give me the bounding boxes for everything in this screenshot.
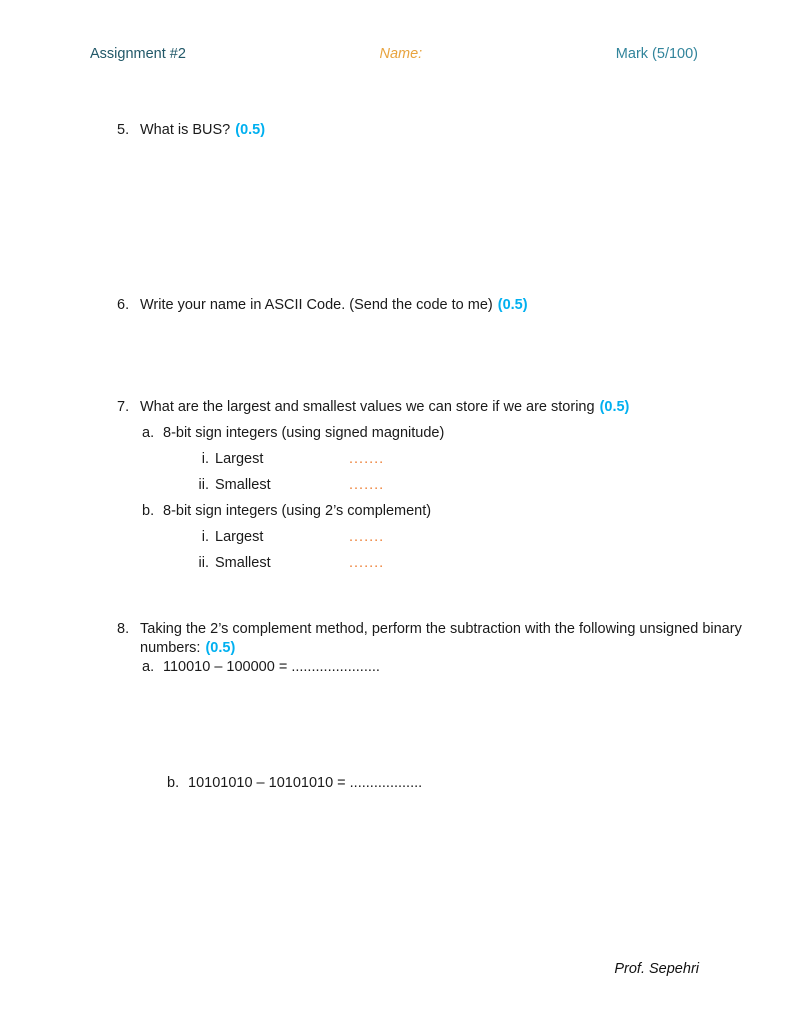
question-8a-answer-dots: ...................... [291,659,380,675]
question-7b-label: b. [142,503,155,519]
mark-total: Mark (5/100) [615,46,698,62]
question-7-line [117,399,629,425]
question-7b-ii-text: Smallest [215,555,271,571]
question-7b-i-text: Largest [215,529,264,545]
question-7b-text: 8-bit sign integers (using 2’s complement) [163,503,432,519]
question-7b-line [117,503,629,529]
question-5 [117,122,265,138]
question-8-line2 [117,639,742,658]
page-footer [614,961,699,977]
question-7a-i-label: i. [201,451,209,467]
question-7-text: What are the largest and smallest values we can store if we are storing [140,399,595,415]
question-8-number: 8. [117,621,130,637]
question-7a-ii-label: ii. [198,477,209,493]
question-8b [142,775,422,791]
question-7a-i-answer-dots: ....... [349,451,385,467]
question-8a-line [117,658,742,677]
page-header [90,46,698,62]
question-7a-i-line [117,451,629,477]
question-7-mark: (0.5) [599,399,630,415]
question-8a-expression: 110010 – 100000 = [163,659,288,675]
question-8-line1 [117,620,742,639]
question-7a-ii-line [117,477,629,503]
name-label: Name: [379,46,423,62]
question-8 [117,620,742,677]
question-7b-ii-line [117,555,629,581]
question-5-mark: (0.5) [235,122,266,138]
question-8-text-line2: numbers: [140,640,201,656]
question-7b-i-line [117,529,629,555]
question-7b-ii-answer-dots: ....... [349,555,385,571]
question-7a-text: 8-bit sign integers (using signed magnitude) [163,425,445,441]
question-7b-i-label: i. [201,529,209,545]
question-5-text: What is BUS? [140,122,231,138]
question-6 [117,297,528,313]
assignment-title: Assignment #2 [90,46,186,62]
question-7-number: 7. [117,399,130,415]
question-8b-expression: 10101010 – 10101010 = [188,775,346,791]
question-7a-i-text: Largest [215,451,264,467]
question-8-text-line1: Taking the 2’s complement method, perform the subtraction with the following unsigned binary [140,621,742,637]
question-8-mark: (0.5) [205,640,236,656]
question-7a-label: a. [142,425,155,441]
question-8b-line [142,775,422,791]
question-7 [117,399,629,581]
question-5-number: 5. [117,122,130,138]
question-6-number: 6. [117,297,130,313]
question-7b-i-answer-dots: ....... [349,529,385,545]
question-6-mark: (0.5) [497,297,528,313]
question-7b-ii-label: ii. [198,555,209,571]
question-8b-label: b. [167,775,180,791]
question-5-line [117,122,265,138]
question-7a-line [117,425,629,451]
question-6-text: Write your name in ASCII Code. (Send the code to me) [140,297,493,313]
question-7a-ii-answer-dots: ....... [349,477,385,493]
question-8b-answer-dots: .................. [349,775,423,791]
question-7a-ii-text: Smallest [215,477,271,493]
question-6-line [117,297,528,313]
question-8a-label: a. [142,659,155,675]
author-name: Prof. Sepehri [614,961,699,977]
